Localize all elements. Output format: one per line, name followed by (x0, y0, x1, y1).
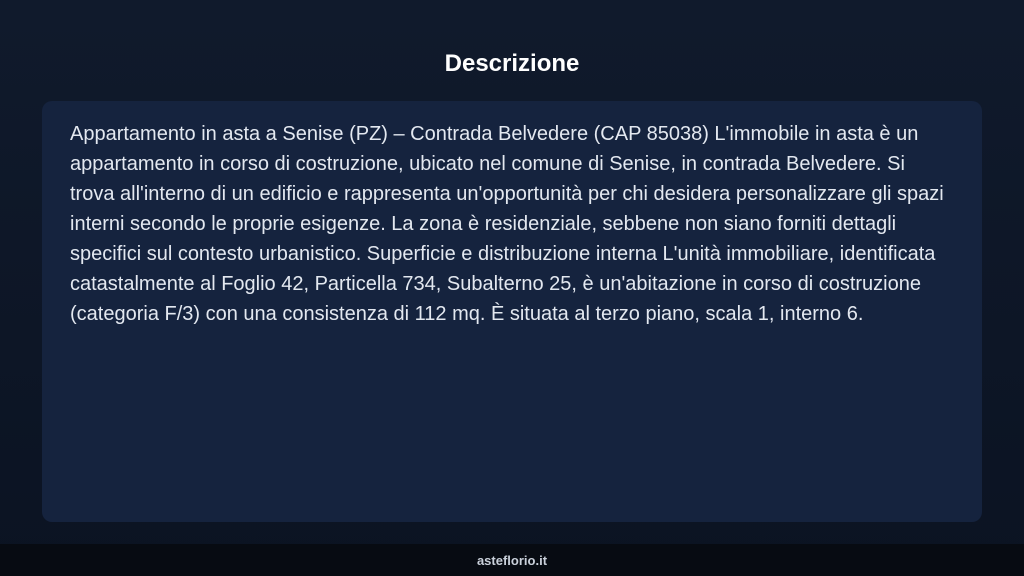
description-card (42, 101, 982, 522)
page-title: Descrizione (444, 50, 580, 77)
footer-bar (0, 544, 1024, 576)
description-text: Appartamento in asta a Senise (PZ) – Contrada Belvedere (CAP 85038) L'immobile in asta è un appartamento in corso di costruzione, ubicato nel comune di Senise, in contrada Belvedere. Si trova all'interno di un edificio e rappresenta un'opportunità per chi desidera personalizzare gli spazi interni secondo le proprie esigenze. La zona è residenziale, sebbene non siano forniti dettagli specifici sul contesto urbanistico. Superficie e distribuzione interna L'unità immobiliare, identificata catastalmente al Foglio 42, Particella 734, Subalterno 25, è un'abitazione in corso di costruzione (categoria F/3) con una consistenza di 112 mq. È situata al terzo piano, scala 1, interno 6. (70, 123, 944, 325)
footer-brand-link[interactable]: asteflorio.it (476, 552, 548, 568)
